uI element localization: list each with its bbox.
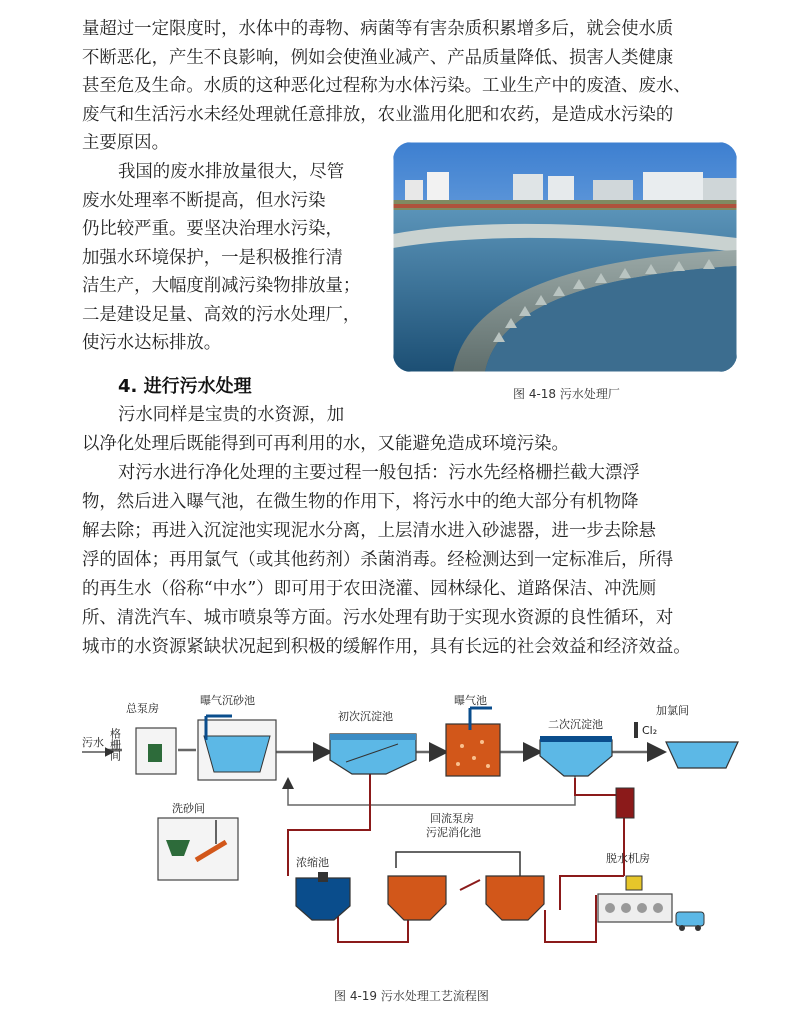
- aerated-grit-chamber: [198, 693, 276, 780]
- process-flow-diagram: [0, 680, 800, 970]
- text-line: 对污水进行净化处理的主要过程一般包括：污水先经格栅拦截大漂浮: [118, 463, 640, 483]
- text-line: 所、清洗汽车、城市喷泉等方面。污水处理有助于实现水资源的良性循环，对: [82, 608, 674, 628]
- chlorine-label: Cl₂: [642, 724, 658, 737]
- sludge-digester: [388, 825, 544, 920]
- sewage-plant-photo: [393, 142, 737, 372]
- text-line: 量超过一定限度时，水体中的毒物、病菌等有害杂质积累增多后，就会使水质: [82, 19, 674, 39]
- dewatering-room-label: 脱水机房: [606, 852, 650, 865]
- text-line: 甚至危及生命。水质的这种恶化过程称为水体污染。工业生产中的废渣、废水、: [82, 76, 691, 96]
- sand-washing-room: [158, 801, 238, 880]
- sand-washing-room-label: 洗砂间: [172, 802, 205, 815]
- text-line: 污水同样是宝贵的水资源，加: [118, 405, 345, 425]
- secondary-clarifier-label: 二次沉淀池: [548, 718, 603, 731]
- text-line: 城市的水资源紧缺状况起到积极的缓解作用，具有长远的社会效益和经济效益。: [82, 637, 691, 657]
- sludge-digester-label: 污泥消化池: [426, 826, 481, 839]
- text-line: 洁生产，大幅度削减污染物排放量；: [82, 276, 361, 296]
- text-line: 废气和生活污水未经处理就任意排放，农业滥用化肥和农药，是造成水污染的: [82, 105, 674, 125]
- return-pipe: [288, 775, 575, 805]
- primary-clarifier-label: 初次沉淀池: [338, 710, 393, 723]
- dewatering-room: [598, 851, 704, 931]
- figure-4-19-caption: 图 4-19 污水处理工艺流程图: [334, 989, 489, 1003]
- text-line: 不断恶化，产生不良影响，例如会使渔业减产、产品质量降低、损害人类健康: [82, 48, 674, 68]
- sludge-thickener-label: 浓缩池: [296, 856, 329, 869]
- text-line: 的再生水（俗称“中水”）即可用于农田浇灌、园林绿化、道路保洁、冲洗厕: [82, 579, 657, 599]
- text-line: 废水处理率不断提高，但水污染: [82, 191, 326, 211]
- inlet-label: 污水: [82, 736, 104, 749]
- text-line: 仍比较严重。要坚决治理水污染，: [82, 219, 343, 239]
- primary-clarifier: [330, 709, 416, 774]
- text-line: 二是建设足量、高效的污水处理厂，: [82, 305, 361, 325]
- text-line: 主要原因。: [82, 133, 169, 153]
- return-sludge-tank: [616, 788, 634, 818]
- text-line: 解去除；再进入沉淀池实现泥水分离，上层清水进入砂滤器，进一步去除悬: [82, 521, 656, 541]
- section-heading: 4. 进行污水处理: [118, 376, 252, 397]
- return-pump-room-label: 回流泵房: [430, 812, 474, 825]
- text-line: 我国的废水排放量很大，尽管: [118, 162, 345, 182]
- chlorination-room: [634, 703, 738, 768]
- main-pump-room-label: 总泵房: [126, 702, 159, 715]
- figure-4-18-caption: 图 4-18 污水处理厂: [513, 387, 620, 401]
- screen-room-label: 格栅间: [108, 728, 122, 761]
- inlet: [82, 735, 112, 752]
- main-pump-room: [126, 701, 176, 774]
- aerated-grit-chamber-label: 曝气沉砂池: [200, 694, 255, 707]
- sludge-thickener: [296, 855, 350, 920]
- text-line: 浮的固体；再用氯气（或其他药剂）杀菌消毒。经检测达到一定标准后，所得: [82, 550, 674, 570]
- chlorination-room-label: 加氯间: [656, 704, 689, 717]
- text-line: 物，然后进入曝气池，在微生物的作用下，将污水中的绝大部分有机物降: [82, 492, 639, 512]
- text-line: 使污水达标排放。: [82, 333, 222, 353]
- aeration-tank-label: 曝气池: [454, 694, 487, 707]
- aeration-tank: [446, 693, 500, 776]
- secondary-clarifier: [540, 717, 612, 776]
- text-line: 加强水环境保护，一是积极推行清: [82, 248, 343, 268]
- text-line: 以净化处理后既能得到可再利用的水，又能避免造成环境污染。: [82, 434, 569, 454]
